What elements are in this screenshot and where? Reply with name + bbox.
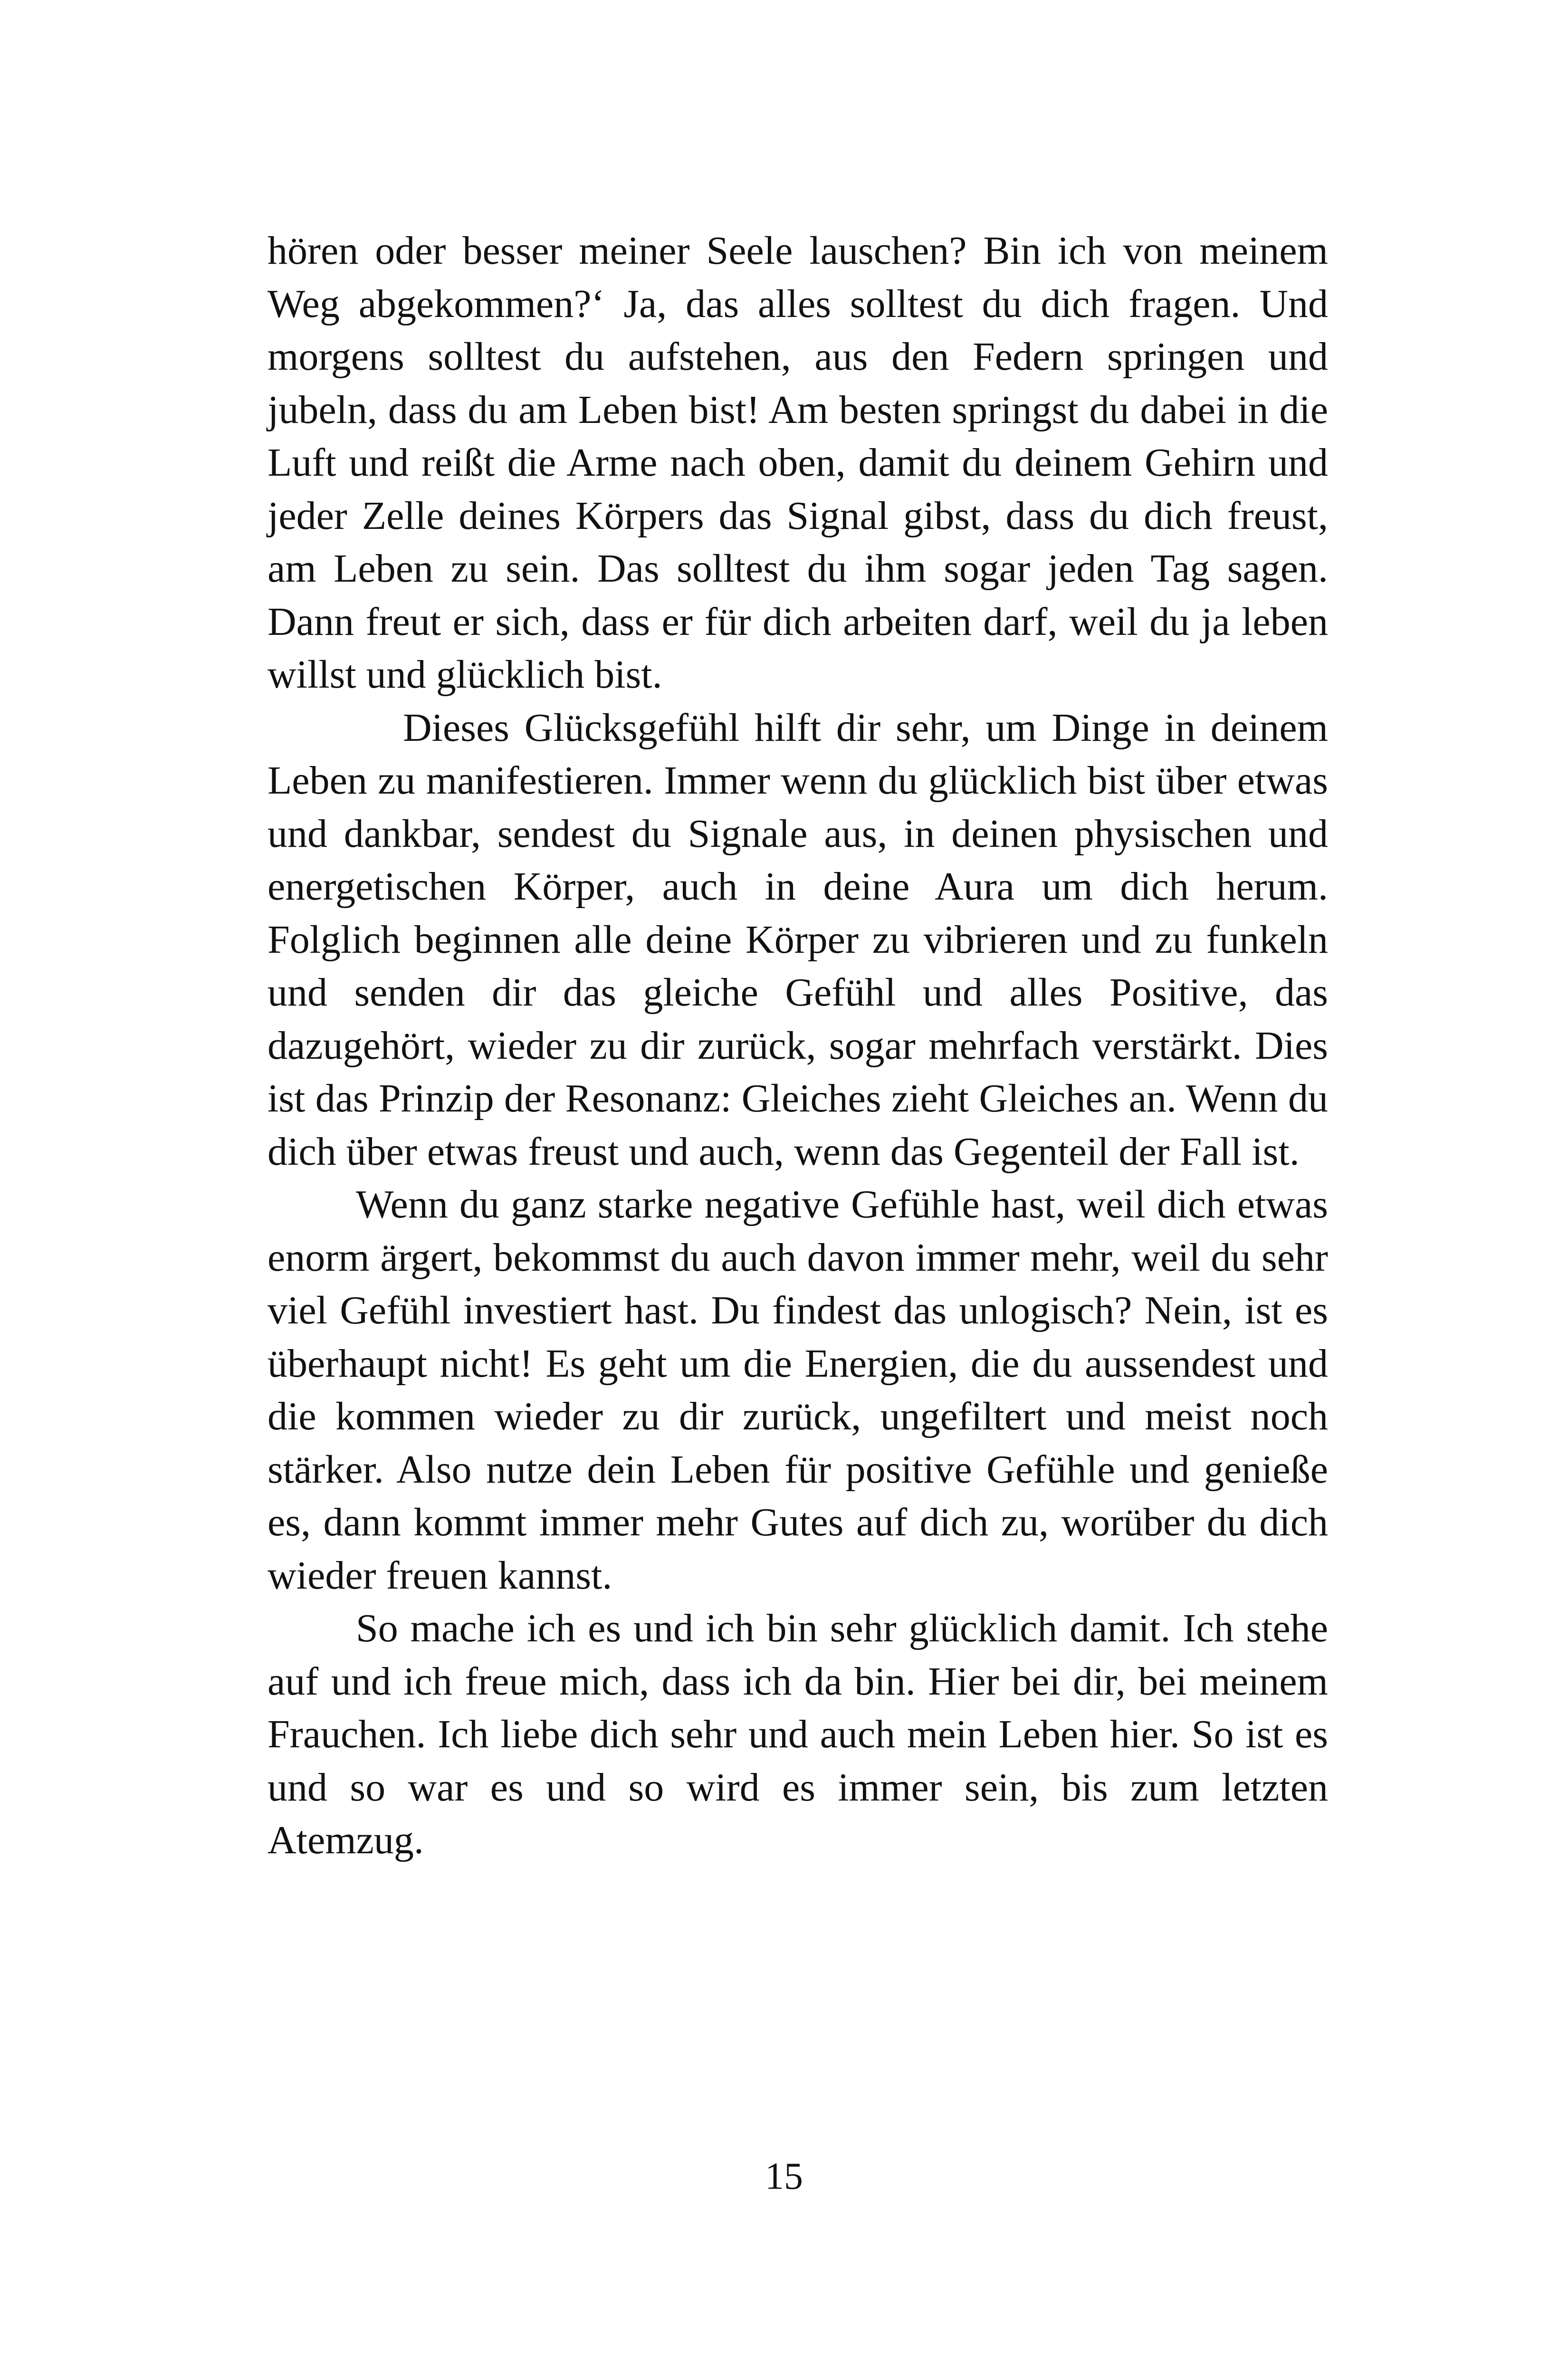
paragraph-1: hören oder besser meiner Seele lauschen? Bin ich von meinem Weg abgekommen?‘ Ja, das alles solltest du dich fragen. Und morgens solltest du aufstehen, aus den Federn springen und jubeln, dass du am Leben bist! Am besten springst du dabei in die Luft und reißt die Arme nach oben, damit du deinem Gehirn und jeder Zelle deines Körpers das Signal gibst, dass du dich freust, am Leben zu sein. Das solltest du ihm sogar jeden Tag sagen. Dann freut er sich, dass er für dich arbeiten darf, weil du ja leben willst und glücklich bist. <box>268 229 1328 697</box>
paragraph-3: Wenn du ganz starke negative Gefühle hast, weil dich etwas enorm ärgert, bekommst du auch davon immer mehr, weil du sehr viel Gefühl investiert hast. Du findest das unlogisch? Nein, ist es überhaupt nicht! Es geht um die Energien, die du aussendest und die kommen wieder zu dir zurück, ungefiltert und meist noch stärker. Also nutze dein Leben für positive Gefühle und genieße es, dann kommt immer mehr Gutes auf dich zu, worüber du dich wieder freuen kannst. <box>268 1182 1328 1598</box>
page-number: 15 <box>765 2156 803 2197</box>
paragraph-4: So mache ich es und ich bin sehr glücklich damit. Ich stehe auf und ich freue mich, dass ich da bin. Hier bei dir, bei meinem Frauchen. Ich liebe dich sehr und auch mein Leben hier. So ist es und so war es und so wird es immer sein, bis zum letzten Atemzug. <box>268 1606 1328 1862</box>
body-text <box>268 224 1328 1867</box>
paragraph-2: Dieses Glücksgefühl hilft dir sehr, um Dinge in deinem Leben zu manifestieren. Immer wenn du glücklich bist über etwas und dankbar, sendest du Signale aus, in deinen physischen und energetischen Körper, auch in deine Aura um dich herum. Folglich beginnen alle deine Körper zu vibrieren und zu funkeln und senden dir das gleiche Gefühl und alles Positive, das dazugehört, wieder zu dir zurück, sogar mehrfach verstärkt. Dies ist das Prinzip der Resonanz: Gleiches zieht Gleiches an. Wenn du dich über etwas freust und auch, wenn das Gegenteil der Fall ist. <box>268 705 1328 1174</box>
